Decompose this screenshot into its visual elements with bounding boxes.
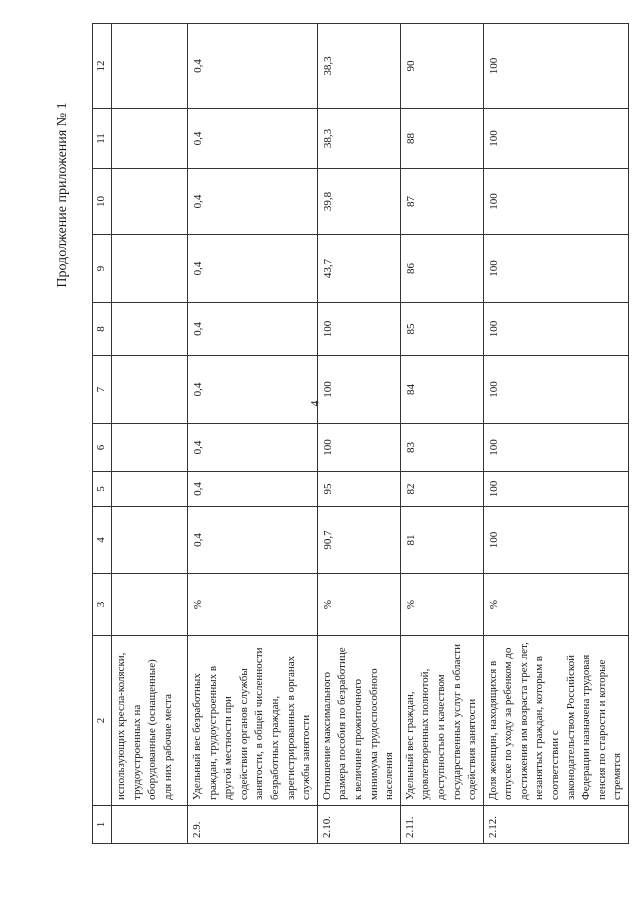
- value-cell: 82: [400, 472, 483, 507]
- value-cell: 100: [483, 109, 628, 169]
- value-cell: 90: [400, 24, 483, 109]
- value-cell: [112, 472, 188, 507]
- column-header: 5: [93, 472, 112, 507]
- value-cell: 0,4: [188, 109, 318, 169]
- value-cell: 81: [400, 507, 483, 574]
- column-header: 8: [93, 303, 112, 356]
- unit-cell: [112, 574, 188, 636]
- value-cell: 100: [483, 472, 628, 507]
- value-cell: 100: [483, 424, 628, 472]
- value-cell: 86: [400, 235, 483, 303]
- table-row: [112, 24, 188, 844]
- value-cell: 0,4: [188, 507, 318, 574]
- value-cell: [112, 356, 188, 424]
- column-header: 6: [93, 424, 112, 472]
- column-header: 12: [93, 24, 112, 109]
- value-cell: 88: [400, 109, 483, 169]
- value-cell: 100: [317, 356, 400, 424]
- unit-cell: %: [400, 574, 483, 636]
- row-number: 2.9.: [188, 806, 318, 844]
- row-number: 2.11.: [400, 806, 483, 844]
- value-cell: 0,4: [188, 472, 318, 507]
- value-cell: 100: [483, 235, 628, 303]
- appendix-continuation-title: Продолжение приложения № 1: [55, 102, 70, 288]
- value-cell: 100: [317, 424, 400, 472]
- value-cell: [112, 424, 188, 472]
- value-cell: 95: [317, 472, 400, 507]
- indicator-name: Отношение максимального размера пособия по безработице к величине прожиточного минимума трудоспособного населения: [317, 636, 400, 806]
- column-header: 9: [93, 235, 112, 303]
- value-cell: 87: [400, 169, 483, 235]
- value-cell: 100: [483, 24, 628, 109]
- value-cell: 100: [483, 169, 628, 235]
- unit-cell: %: [317, 574, 400, 636]
- value-cell: 100: [483, 356, 628, 424]
- table-row: [483, 24, 628, 844]
- value-cell: [112, 303, 188, 356]
- table-row: [188, 24, 318, 844]
- indicators-table: [92, 23, 629, 844]
- column-header: 1: [93, 806, 112, 844]
- indicator-name: Удельный вес граждан, удовлетворенных полнотой, доступностью и качеством государственных услуг в области содействия занятости: [400, 636, 483, 806]
- value-cell: 100: [483, 303, 628, 356]
- value-cell: [112, 235, 188, 303]
- row-number: 2.10.: [317, 806, 400, 844]
- value-cell: [112, 169, 188, 235]
- value-cell: 0,4: [188, 303, 318, 356]
- value-cell: [112, 507, 188, 574]
- unit-cell: %: [188, 574, 318, 636]
- row-number: 2.12.: [483, 806, 628, 844]
- column-header: 11: [93, 109, 112, 169]
- column-header: 3: [93, 574, 112, 636]
- value-cell: [112, 109, 188, 169]
- column-header: 4: [93, 507, 112, 574]
- value-cell: 84: [400, 356, 483, 424]
- value-cell: 0,4: [188, 169, 318, 235]
- value-cell: 39,8: [317, 169, 400, 235]
- row-number: [112, 806, 188, 844]
- value-cell: 0,4: [188, 424, 318, 472]
- column-number-row: [93, 24, 112, 844]
- table-row: [317, 24, 400, 844]
- indicator-name: использующих кресла-коляски, трудоустроенных на оборудованные (оснащенные) для них рабочие места: [112, 636, 188, 806]
- column-header: 7: [93, 356, 112, 424]
- value-cell: 100: [317, 303, 400, 356]
- value-cell: 85: [400, 303, 483, 356]
- value-cell: 100: [483, 507, 628, 574]
- value-cell: 90,7: [317, 507, 400, 574]
- indicator-name: Доля женщин, находящихся в отпуске по уходу за ребенком до достижения им возраста трех лет, незанятых граждан, которым в соответствии с законодательством Российской Федерации назначена трудовая пенсия по старости и которые стремятся: [483, 636, 628, 806]
- value-cell: 0,4: [188, 235, 318, 303]
- value-cell: 0,4: [188, 24, 318, 109]
- table-row: [400, 24, 483, 844]
- value-cell: 43,7: [317, 235, 400, 303]
- value-cell: 38,3: [317, 24, 400, 109]
- value-cell: 83: [400, 424, 483, 472]
- indicator-name: Удельный вес безработных граждан, трудоустроенных в другой местности при содействии органов службы занятости, в общей численности безработных граждан, зарегистрированных в органах службы занятости: [188, 636, 318, 806]
- unit-cell: %: [483, 574, 628, 636]
- column-header: 10: [93, 169, 112, 235]
- value-cell: 38,3: [317, 109, 400, 169]
- page-number: 4: [307, 400, 322, 407]
- rotated-table-sheet: [92, 24, 624, 844]
- column-header: 2: [93, 636, 112, 806]
- value-cell: [112, 24, 188, 109]
- value-cell: 0,4: [188, 356, 318, 424]
